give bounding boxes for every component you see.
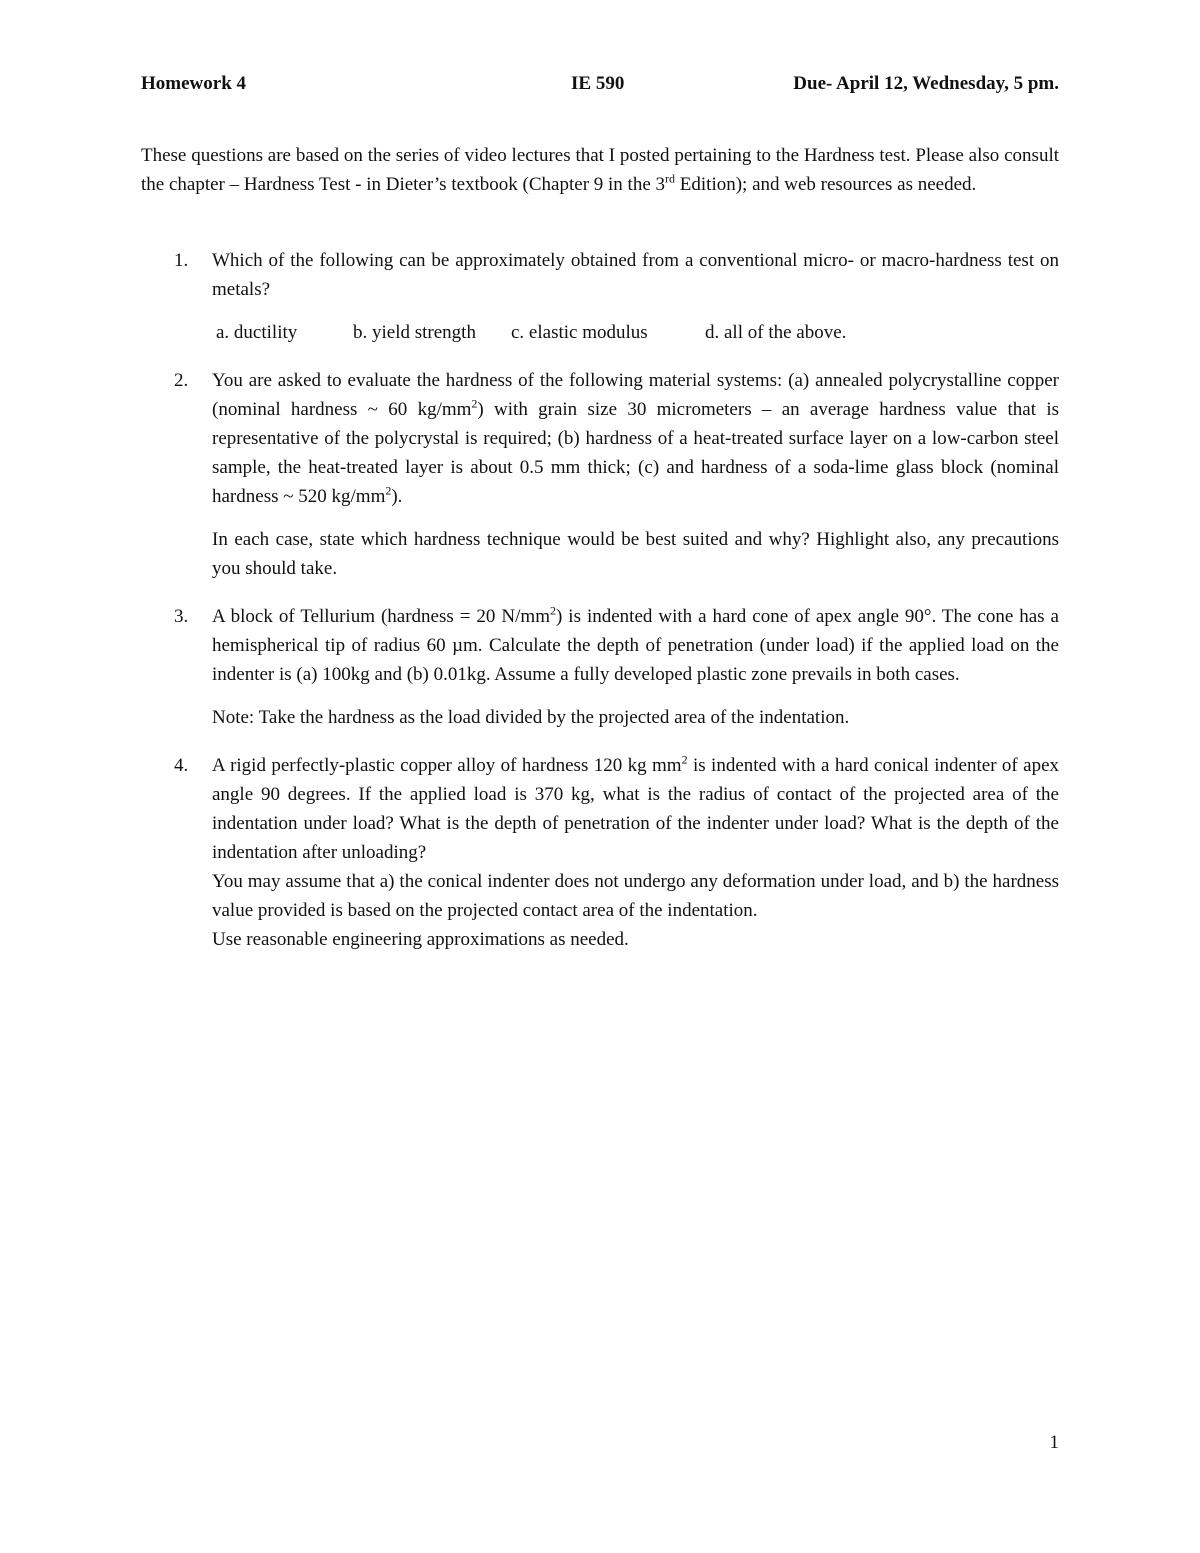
question-number: 3. (174, 606, 189, 627)
question-2 (141, 366, 1059, 583)
question-text-part: A block of Tellurium (hardness = 20 N/mm (212, 606, 550, 627)
homework-title: Homework 4 (141, 73, 247, 94)
page-number: 1 (1049, 1432, 1059, 1453)
question-number: 1. (174, 250, 189, 271)
question-text-part: is indented with a hard conical indenter of apex angle 90 degrees. If the applied load is 370 kg, what is the radius of contact of the projected area of the indentation under load? What is the depth of penetration of the indenter under load? What is the depth of the indentation after unloading? (212, 755, 1060, 863)
question-assumptions: You may assume that a) the conical indenter does not undergo any deformation under load, and b) the hardness value provided is based on the projected contact area of the indentation. (212, 871, 1059, 921)
question-4 (141, 751, 1059, 954)
question-list (141, 246, 1059, 954)
question-followup: In each case, state which hardness technique would be best suited and why? Highlight also, any precautions you should take. (212, 529, 1059, 579)
intro-text-1: These questions are based on the series of video lectures that I posted pertaining to the Hardness test. Please also consult the chapter – Hardness Test - in Dieter’s textbook (Chapter 9 in the 3 (141, 145, 1059, 195)
question-text (212, 366, 1059, 511)
question-text (212, 602, 1059, 689)
question-number: 2. (174, 370, 189, 391)
superscript: 2 (385, 483, 392, 498)
question-text-part: You are asked to evaluate the hardness of the following material systems: (a) annealed polycrystalline copper (nominal hardness ~ 60 kg/mm (212, 370, 1059, 420)
question-text-part: ) is indented with a hard cone of apex angle 90°. The cone has a hemispherical tip of radius 60 µm. Calculate the depth of penetration (under load) if the applied load on the indenter is (a) 100kg and (b) 0.01kg. Assume a fully developed plastic zone prevails in both cases. (212, 606, 1059, 685)
question-number: 4. (174, 755, 189, 776)
intro-paragraph (141, 141, 1059, 199)
question-text-part: A rigid perfectly-plastic copper alloy of hardness 120 kg mm (212, 755, 682, 776)
question-text-part: ) with grain size 30 micrometers – an average hardness value that is representative of the polycrystal is required; (b) hardness of a heat-treated surface layer on a low-carbon steel sample, the heat-treated layer is about 0.5 mm thick; (c) and hardness of a soda-lime glass block (nominal hardness ~ 520 kg/mm (212, 399, 1059, 507)
question-text: Which of the following can be approximately obtained from a conventional micro- or macro-hardness test on metals? (212, 250, 1059, 300)
superscript: 2 (471, 396, 478, 411)
option-b: b. yield strength (353, 322, 476, 343)
question-approximation-note: Use reasonable engineering approximations as needed. (212, 929, 629, 950)
superscript: 2 (549, 603, 556, 618)
question-text-part: ). (391, 486, 403, 507)
question-text (212, 751, 1059, 867)
intro-sup: rd (665, 171, 676, 186)
question-3 (141, 602, 1059, 732)
option-d: d. all of the above. (705, 322, 847, 343)
option-a: a. ductility (216, 322, 298, 343)
intro-text-2: Edition); and web resources as needed. (675, 174, 977, 195)
page-header (141, 72, 1059, 96)
question-1 (141, 246, 1059, 347)
superscript: 2 (681, 752, 688, 767)
answer-options (212, 318, 1059, 347)
course-code: IE 590 (571, 73, 625, 94)
question-note: Note: Take the hardness as the load divided by the projected area of the indentation. (212, 707, 850, 728)
due-date: Due- April 12, Wednesday, 5 pm. (793, 73, 1059, 94)
option-c: c. elastic modulus (511, 322, 648, 343)
